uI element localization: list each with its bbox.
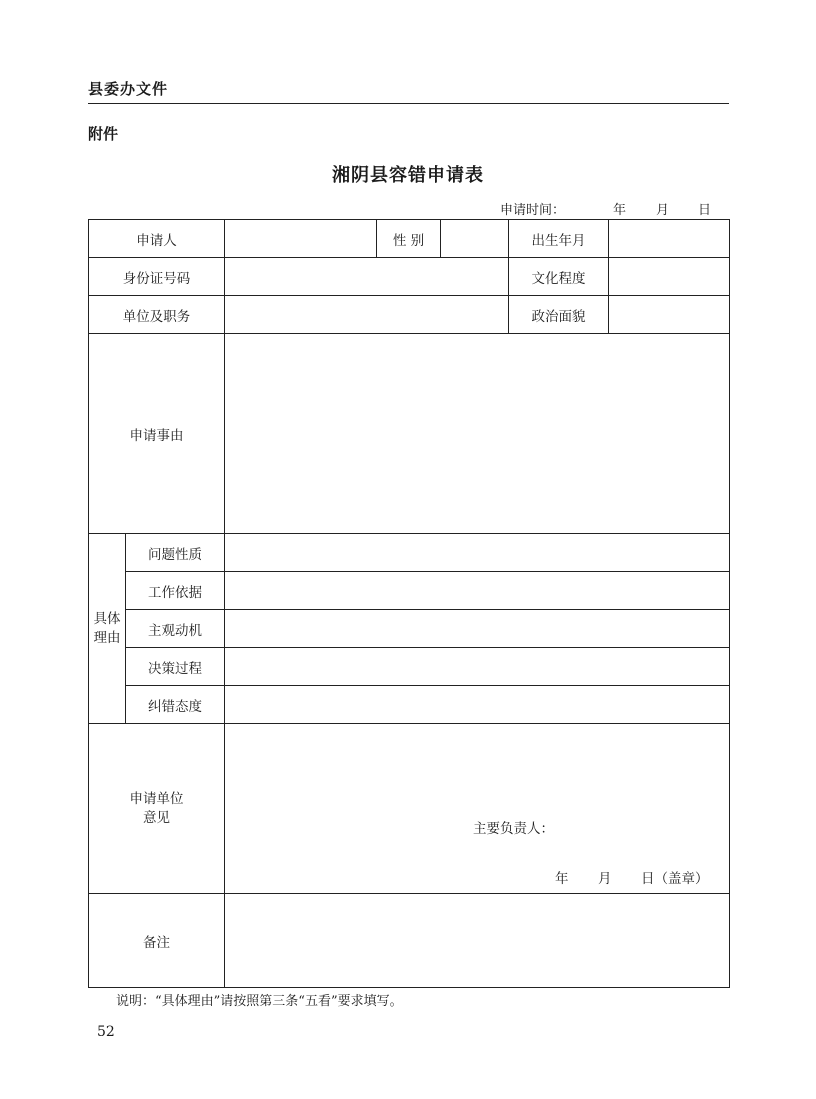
row-sub-item — [89, 648, 730, 686]
seal-date-line — [555, 867, 715, 887]
document-header: 县委办文件 — [88, 80, 169, 98]
label-unit-position: 单位及职务 — [89, 296, 225, 334]
label-sub-item: 工作依据 — [126, 572, 225, 610]
date-prefix: 申请时间： — [500, 203, 566, 218]
seal-date-year: 年 — [555, 871, 569, 887]
field-unit-opinion[interactable] — [225, 724, 730, 894]
row-applicant — [89, 220, 730, 258]
header-divider — [88, 103, 729, 104]
row-sub-item — [89, 534, 730, 572]
label-sub-item: 问题性质 — [126, 534, 225, 572]
field-sub-item[interactable] — [225, 686, 730, 724]
field-political-status[interactable] — [609, 296, 730, 334]
row-reason — [89, 334, 730, 534]
label-sub-item: 决策过程 — [126, 648, 225, 686]
row-unit — [89, 296, 730, 334]
label-unit-opinion-line1: 申请单位 — [129, 790, 184, 807]
form-title: 湘阴县容错申请表 — [332, 165, 484, 186]
date-day: 日 — [698, 203, 712, 218]
date-month: 月 — [656, 203, 670, 218]
label-remarks: 备注 — [89, 894, 225, 988]
field-applicant[interactable] — [225, 220, 377, 258]
row-remarks — [89, 894, 730, 988]
label-birth: 出生年月 — [509, 220, 609, 258]
seal-date-day: 日（盖章） — [641, 871, 709, 887]
label-sub-item: 主观动机 — [126, 610, 225, 648]
leader-signature-label: 主要负责人： — [473, 821, 554, 837]
field-sub-item[interactable] — [225, 648, 730, 686]
label-specific-reason-line2: 理由 — [93, 629, 121, 646]
seal-date-month: 月 — [598, 871, 612, 887]
label-unit-opinion-line2: 意见 — [143, 809, 170, 826]
label-reason: 申请事由 — [89, 334, 225, 534]
field-sub-item[interactable] — [225, 572, 730, 610]
label-id-number: 身份证号码 — [89, 258, 225, 296]
field-sub-item[interactable] — [225, 610, 730, 648]
row-sub-item — [89, 610, 730, 648]
label-education: 文化程度 — [509, 258, 609, 296]
footnote: 说明：“具体理由”请按照第三条“五看”要求填写。 — [116, 994, 403, 1009]
field-unit-position[interactable] — [225, 296, 509, 334]
field-remarks[interactable] — [225, 894, 730, 988]
field-education[interactable] — [609, 258, 730, 296]
row-unit-opinion — [89, 724, 730, 894]
field-reason[interactable] — [225, 334, 730, 534]
label-gender: 性 别 — [377, 220, 441, 258]
field-birth[interactable] — [609, 220, 730, 258]
label-specific-reason-line1: 具体 — [93, 610, 121, 627]
label-sub-item: 纠错态度 — [126, 686, 225, 724]
label-political-status: 政治面貌 — [509, 296, 609, 334]
label-unit-opinion — [89, 724, 225, 894]
field-id-number[interactable] — [225, 258, 509, 296]
page-number: 52 — [97, 1024, 115, 1040]
row-id — [89, 258, 730, 296]
date-year: 年 — [613, 203, 627, 218]
field-gender[interactable] — [441, 220, 509, 258]
application-form-table — [88, 219, 730, 988]
row-sub-item — [89, 572, 730, 610]
row-sub-item — [89, 686, 730, 724]
attachment-label: 附件 — [88, 125, 119, 143]
label-applicant: 申请人 — [89, 220, 225, 258]
label-specific-reason — [89, 534, 126, 724]
field-sub-item[interactable] — [225, 534, 730, 572]
